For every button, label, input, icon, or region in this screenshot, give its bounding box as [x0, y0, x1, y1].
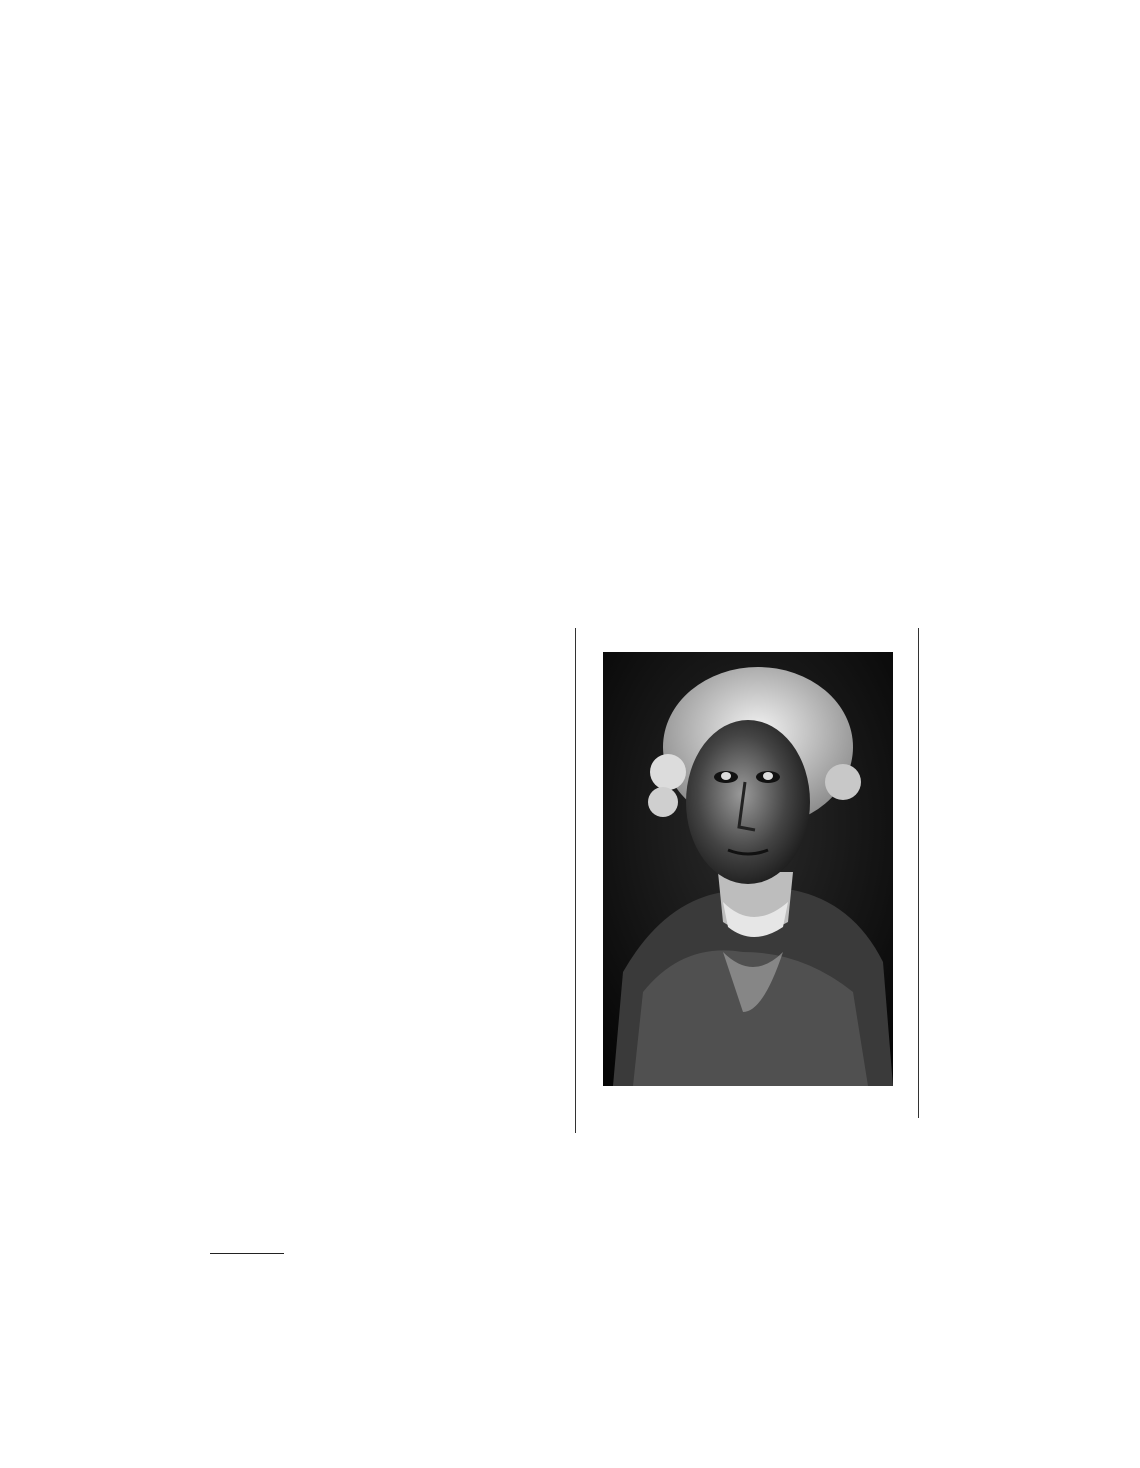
- footnote-divider: [210, 1253, 284, 1254]
- figure-left-rule: [575, 628, 576, 1133]
- figure-right-rule: [918, 628, 919, 1118]
- portrait-image: [603, 652, 893, 1086]
